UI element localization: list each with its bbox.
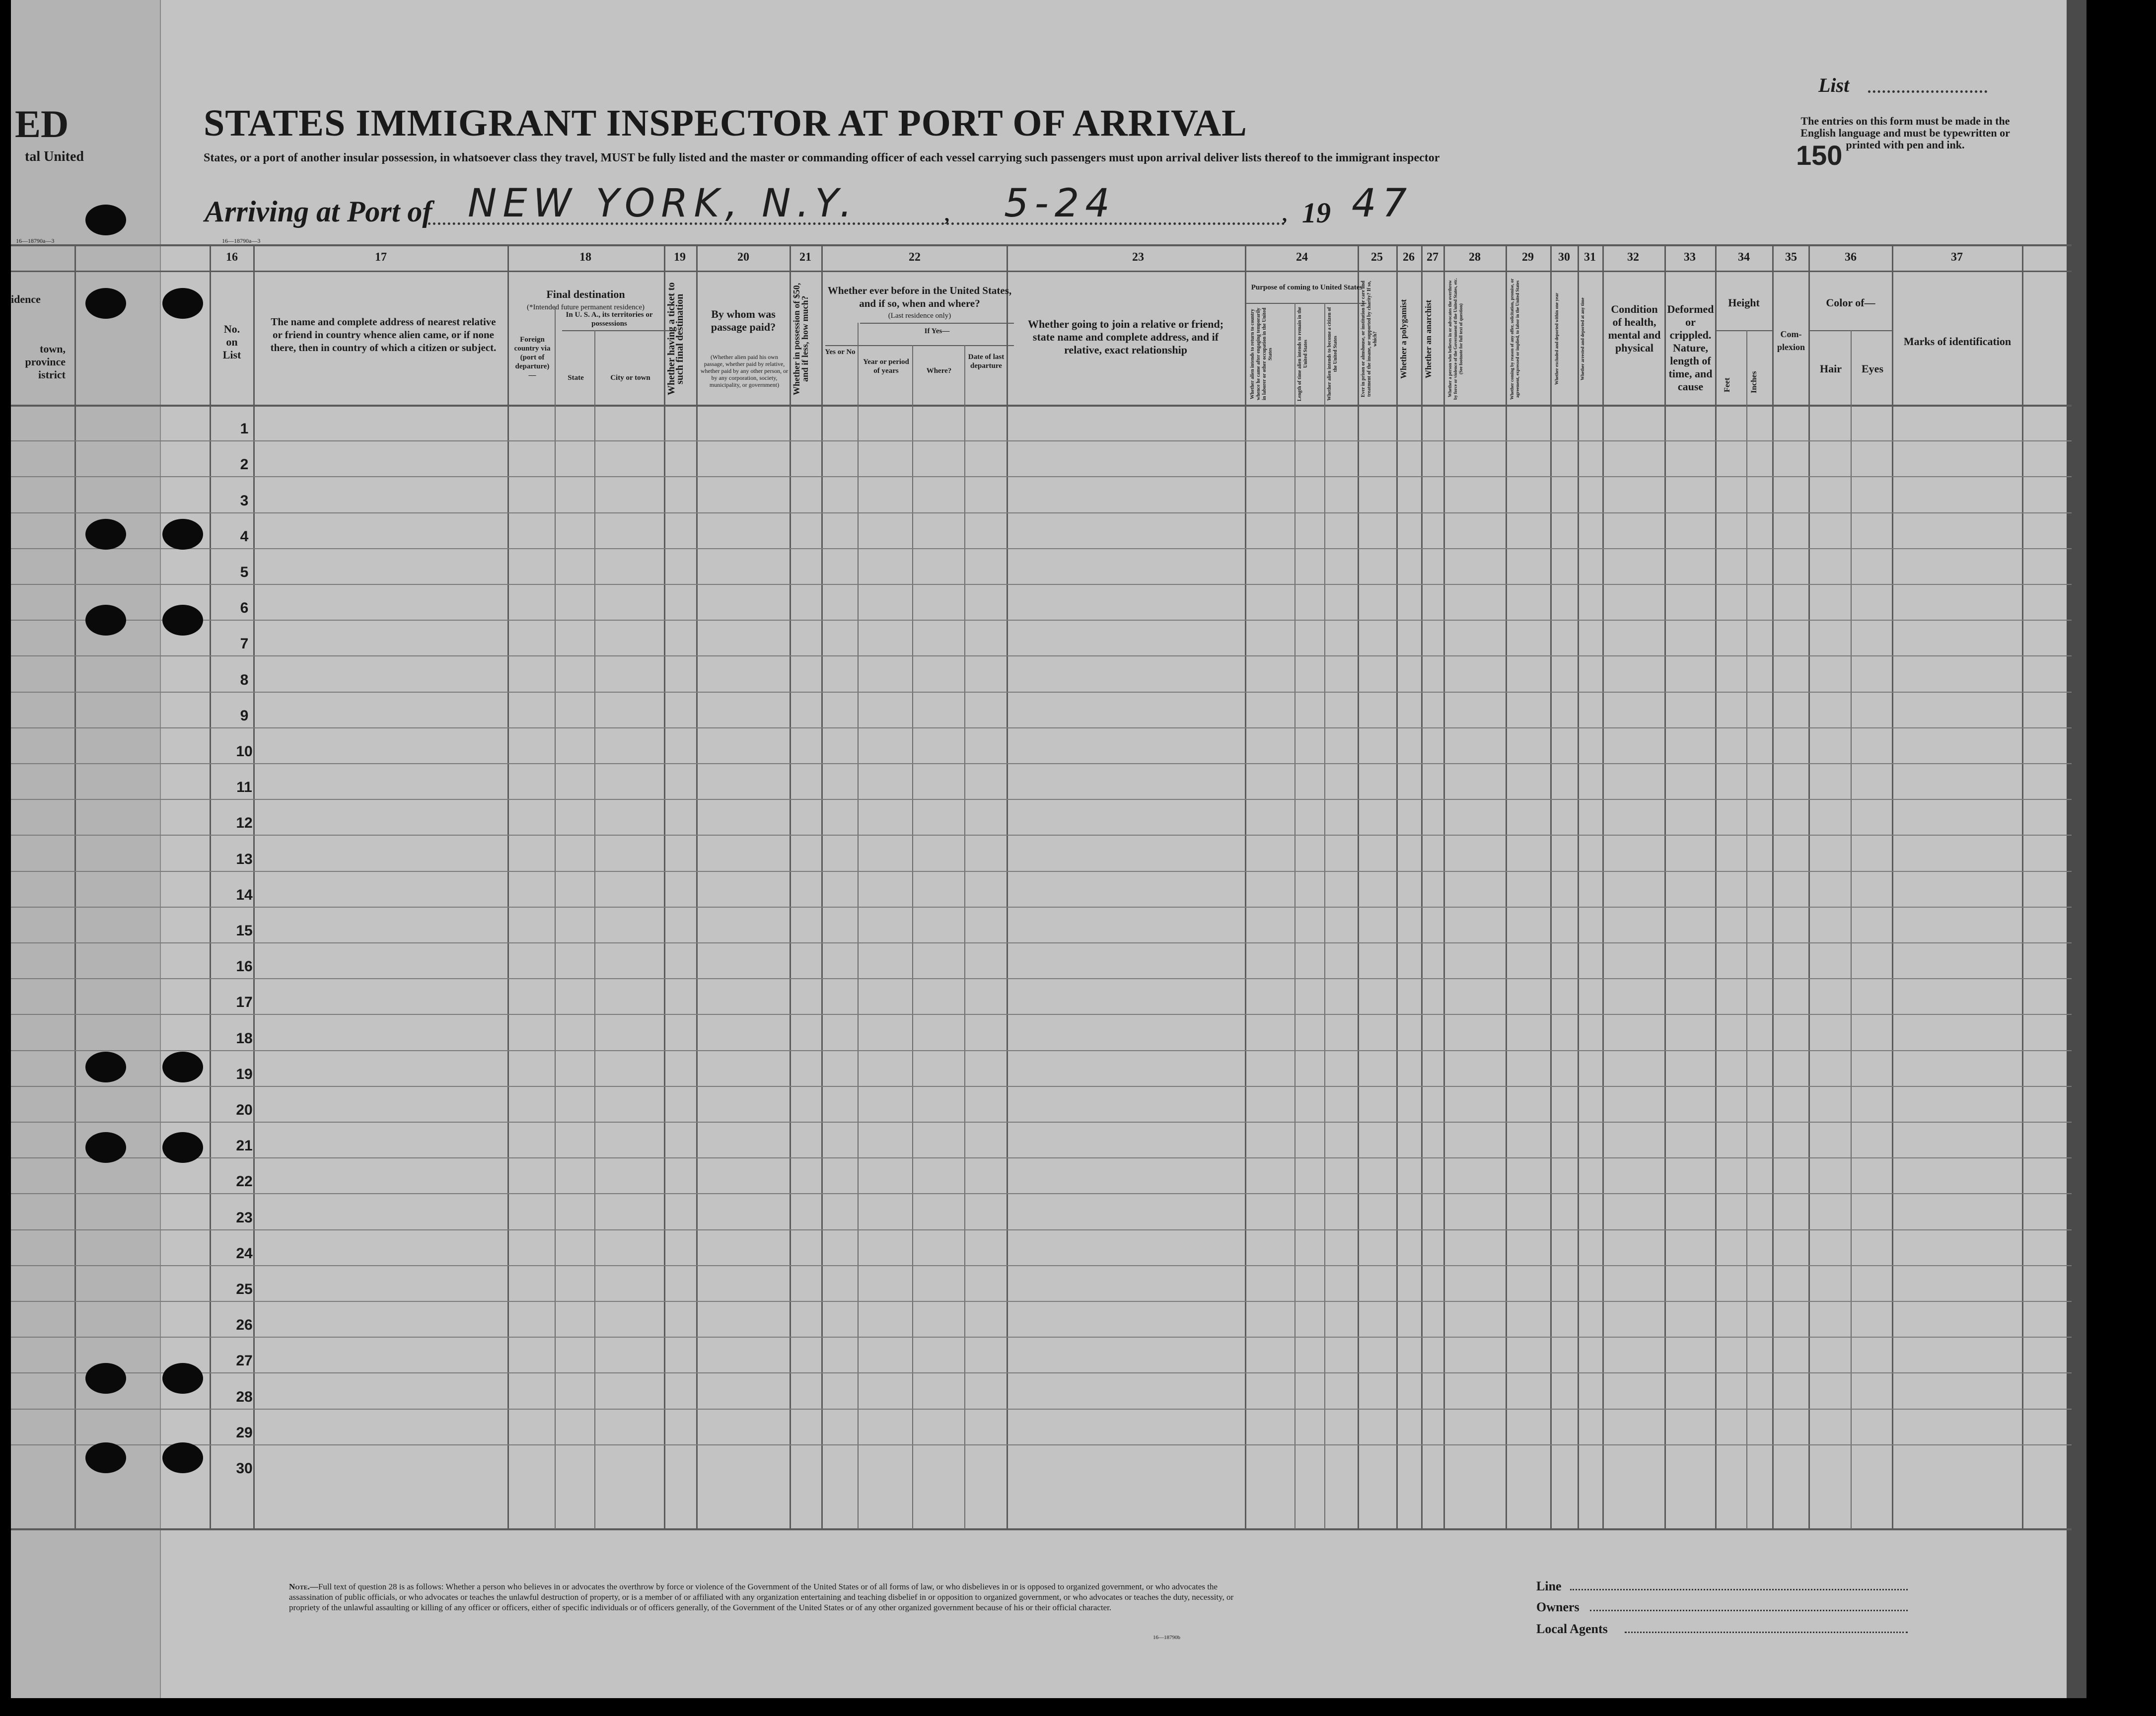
col-num-21: 21 — [799, 251, 811, 264]
owners-label: Owners — [1536, 1600, 1580, 1614]
punch-hole — [85, 1442, 126, 1473]
c18-foreign-header: Foreign country via (port of departure)— — [514, 336, 551, 379]
row-line — [11, 1157, 2072, 1158]
c34-header: Height — [1728, 296, 1760, 309]
row-number: 14 — [236, 886, 253, 903]
row-number: 17 — [236, 994, 253, 1011]
c24-sub-divider — [1245, 303, 1366, 304]
col-num-37: 37 — [1951, 251, 1963, 264]
col-subline — [858, 323, 859, 1529]
c34-sub-divider — [1715, 330, 1772, 331]
c18-city-header: City or town — [610, 374, 650, 382]
footer-note — [289, 1581, 1237, 1613]
residence-header: idence — [11, 293, 41, 305]
col-subline — [555, 308, 556, 1529]
punch-hole — [162, 519, 203, 550]
punch-hole — [162, 1052, 203, 1082]
c35-header: Com-plexion — [1777, 329, 1805, 352]
manifest-sheet — [11, 0, 2086, 1698]
row-line — [11, 871, 2072, 872]
arriving-label: Arriving at Port of — [205, 195, 432, 228]
date-handwritten: 5-24 — [1004, 181, 1116, 226]
row-number: 5 — [240, 564, 249, 580]
c22-ifyes-divider — [860, 323, 1014, 324]
c22-where-header: Where? — [926, 367, 952, 375]
right-edge-shadow — [2067, 0, 2086, 1698]
row-line — [11, 1337, 2072, 1338]
c22-sub-divider — [825, 345, 1014, 346]
footer-note-code: 16—18790b — [1153, 1635, 1180, 1641]
c18-subheader: (*Intended future permanent residence) — [527, 303, 645, 311]
c18-state-header: State — [568, 374, 584, 382]
c37-header: Marks of identification — [1903, 335, 2012, 348]
col-num-26: 26 — [1403, 251, 1415, 264]
year-handwritten: 47 — [1352, 181, 1413, 226]
row-line — [11, 620, 2072, 621]
punch-hole — [85, 1132, 126, 1163]
col-num-34: 34 — [1738, 251, 1750, 264]
row-line — [11, 763, 2072, 764]
row-line — [11, 476, 2072, 477]
row-line — [11, 1193, 2072, 1194]
c36-hair-header: Hair — [1820, 362, 1842, 375]
col-subline — [1324, 303, 1325, 1529]
agents-label: Local Agents — [1536, 1622, 1608, 1636]
col-num-36: 36 — [1845, 251, 1857, 264]
list-dotted-line — [1868, 90, 1987, 93]
c26-header: Whether a polygamist — [1399, 299, 1408, 379]
year-prefix: 19 — [1302, 197, 1331, 229]
row-line — [11, 1265, 2072, 1266]
town-province-header: town, province istrict — [25, 343, 66, 381]
row-number: 13 — [236, 851, 253, 867]
row-line — [11, 584, 2072, 585]
punch-hole — [162, 288, 203, 319]
row-number: 20 — [236, 1102, 253, 1118]
punch-hole — [85, 519, 126, 550]
c18-header: Final destination — [546, 288, 625, 300]
row-line — [11, 655, 2072, 656]
c20-header: By whom was passage paid? — [711, 308, 776, 333]
c25-header: Ever in prison or almshouse, or institution for care and treatment of the insane, or supported by charity? If so, which? — [1361, 281, 1378, 397]
col-num-28: 28 — [1469, 251, 1481, 264]
punch-hole — [162, 1442, 203, 1473]
c24c-header: Whether alien intends to become a citizen of the United States — [1327, 307, 1338, 401]
col-num-31: 31 — [1584, 251, 1596, 264]
c19-header: Whether having a ticket to such final destination — [666, 282, 685, 396]
col-num-18: 18 — [579, 251, 591, 264]
row-number: 6 — [240, 600, 249, 617]
left-fragment-line: tal United — [25, 149, 84, 164]
agents-dotted — [1625, 1632, 1908, 1633]
col-subline — [1851, 330, 1852, 1529]
col-num-32: 32 — [1627, 251, 1639, 264]
punch-hole — [85, 205, 126, 235]
punch-hole — [162, 1132, 203, 1163]
c24b-header: Length of time alien intends to remain in the United States — [1297, 307, 1308, 401]
row-number: 24 — [236, 1245, 253, 1262]
row-number: 27 — [236, 1353, 253, 1369]
row-number: 7 — [240, 636, 249, 652]
left-page-strip — [11, 0, 161, 1698]
row-line — [11, 835, 2072, 836]
form-code-left: 16—18790a—3 — [16, 237, 55, 244]
row-line — [11, 440, 2072, 441]
line-dotted — [1570, 1589, 1908, 1590]
col-subline — [964, 345, 965, 1529]
row-line — [11, 799, 2072, 800]
header-bottom-border — [11, 405, 2072, 407]
row-number: 9 — [240, 707, 249, 724]
punch-hole — [85, 605, 126, 636]
row-line — [11, 548, 2072, 549]
row-number: 21 — [236, 1138, 253, 1154]
c36-eyes-header: Eyes — [1862, 362, 1883, 375]
col-num-29: 29 — [1522, 251, 1534, 264]
c32-header: Condition of health, mental and physical — [1608, 303, 1661, 354]
c21-header: Whether in possession of $50, and if less, how much? — [791, 283, 810, 395]
row-line — [11, 1050, 2072, 1051]
c16-header: No. on List — [222, 323, 241, 361]
c24a-header: Whether alien intends to return to country whence he came after engaging temporarily in laborer or other occupation in the United States — [1250, 307, 1273, 401]
column-number-divider — [11, 271, 2072, 272]
row-line — [11, 692, 2072, 693]
row-number: 28 — [236, 1388, 253, 1405]
row-number: 12 — [236, 815, 253, 832]
row-line — [11, 1122, 2072, 1123]
c36-header: Color of— — [1826, 296, 1875, 309]
table-bottom-border — [11, 1528, 2072, 1530]
col-num-27: 27 — [1427, 251, 1438, 264]
c28-header: Whether a person who believes in or advocates the overthrow by force or violence of the Government of the United States, etc. (See footnote for full text of question) — [1447, 278, 1463, 400]
row-number: 3 — [240, 492, 249, 509]
col-num-35: 35 — [1785, 251, 1797, 264]
row-number: 19 — [236, 1066, 253, 1082]
row-number: 25 — [236, 1281, 253, 1297]
form-subtitle: States, or a port of another insular possession, in whatsoever class they travel, MUST be fully listed and the master or commanding officer of each vessel carrying such passengers must upon arrival deliver lists thereof to the immigrant inspector — [204, 151, 1440, 164]
punch-hole — [85, 1363, 126, 1394]
row-number: 16 — [236, 958, 253, 975]
c33-header: Deformed or crippled. Nature, length of time, and cause — [1667, 303, 1714, 393]
c18-sub-divider — [562, 330, 676, 331]
col-num-16: 16 — [226, 251, 238, 264]
c27-header: Whether an anarchist — [1424, 299, 1433, 378]
c29-header: Whether coming by reason of any offer, solicitation, promise, or agreement, expressed or implied, to labor in the United States — [1509, 278, 1520, 400]
col-num-23: 23 — [1132, 251, 1144, 264]
row-number: 22 — [236, 1173, 253, 1190]
row-number: 26 — [236, 1317, 253, 1334]
c24-header: Purpose of coming to United States — [1251, 284, 1363, 291]
c22-header: Whether ever before in the United States, and if so, when and where? — [827, 285, 1012, 309]
form-title: STATES IMMIGRANT INSPECTOR AT PORT OF ARRIVAL — [204, 102, 1247, 144]
row-line — [11, 978, 2072, 979]
row-number: 29 — [236, 1424, 253, 1441]
punch-hole — [162, 605, 203, 636]
table-top-border — [11, 244, 2072, 246]
col-num-20: 20 — [737, 251, 749, 264]
col-subline — [594, 330, 595, 1529]
row-number: 30 — [236, 1460, 253, 1477]
punch-hole — [85, 1052, 126, 1082]
form-instructions: The entries on this form must be made in the English language and must be typewritten or printed with pen and ink. — [1800, 115, 2010, 151]
row-line — [11, 512, 2072, 513]
c34-inches-header: Inches — [1750, 371, 1758, 394]
footer-note-label: Note.— — [289, 1582, 318, 1591]
col-num-33: 33 — [1684, 251, 1696, 264]
col-subline — [912, 345, 913, 1529]
owners-dotted — [1590, 1610, 1908, 1611]
list-label: List — [1818, 74, 1850, 96]
c20-note: (Whether alien paid his own passage, whether paid by relative, whether paid by any other person, or by any corporation, society, municipality, or government) — [700, 354, 789, 388]
row-number: 15 — [236, 923, 253, 939]
port-handwritten: NEW YORK, N.Y. — [468, 181, 858, 226]
col-subline — [1746, 330, 1747, 1529]
c22-subheader: (Last residence only) — [888, 312, 951, 320]
row-line — [11, 1086, 2072, 1087]
row-number: 1 — [240, 421, 249, 437]
list-number: 150 — [1796, 140, 1843, 171]
title-fragment-left: ED — [15, 102, 69, 145]
port-comma: , — [944, 203, 949, 225]
c22-yesno-header: Yes or No — [825, 348, 856, 356]
row-line — [11, 907, 2072, 908]
c31-header: Whether arrested and deported at any time — [1580, 297, 1585, 380]
footer-note-text: Full text of question 28 is as follows: Whether a person who believes in or advocates the overthrow by force or violence of the Government of the United States or of all forms of law, or who disbelieves in or is opposed to organized government, or who advocates the assassination of public officials, or who advocates or teaches the unlawful destruction of property, or is a member of or affiliated with any organization entertaining and teaching disbelief in or opposition to organized government, or who advocates or teaches the duty, necessity, or propriety of the unlawful assaulting or killing of any officer or officers, either of specific individuals or of officers generally, of the Government of the United States or of any other organized government because of his or their official character. — [289, 1582, 1234, 1612]
punch-hole — [85, 288, 126, 319]
col-num-25: 25 — [1371, 251, 1383, 264]
row-number: 23 — [236, 1209, 253, 1226]
row-number: 11 — [236, 779, 252, 796]
row-number: 2 — [240, 456, 249, 473]
c22-datelast-header: Date of last departure — [968, 353, 1005, 370]
c30-header: Whether excluded and deported within one year — [1554, 292, 1559, 385]
row-line — [11, 727, 2072, 728]
c22-year-header: Year or period of years — [863, 358, 909, 375]
col-num-30: 30 — [1558, 251, 1570, 264]
form-code-mid: 16—18790a—3 — [222, 237, 261, 244]
row-line — [11, 942, 2072, 943]
date-comma: , — [1282, 203, 1287, 225]
row-line — [11, 1229, 2072, 1230]
row-line — [11, 1301, 2072, 1302]
row-line — [11, 1372, 2072, 1373]
row-number: 10 — [236, 743, 253, 760]
col-num-24: 24 — [1296, 251, 1308, 264]
row-number: 4 — [240, 528, 249, 545]
punch-hole — [162, 1363, 203, 1394]
row-line — [11, 1409, 2072, 1410]
c18-usa-header: In U. S. A., its territories or possessions — [566, 311, 653, 328]
col-num-17: 17 — [375, 251, 387, 264]
row-line — [11, 1444, 2072, 1445]
row-number: 18 — [236, 1030, 253, 1047]
line-label: Line — [1536, 1579, 1562, 1593]
row-line — [11, 1014, 2072, 1015]
c36-sub-divider — [1808, 330, 1892, 331]
col-subline — [1294, 303, 1295, 1529]
col-num-22: 22 — [909, 251, 921, 264]
row-number: 8 — [240, 671, 249, 688]
c23-header: Whether going to join a relative or friend; state name and complete address, and if relative, exact relationship — [1027, 318, 1224, 356]
col-num-19: 19 — [674, 251, 686, 264]
c34-feet-header: Feet — [1723, 377, 1731, 392]
c17-header: The name and complete address of nearest relative or friend in country whence alien came, or if none there, then in country of which a citizen or subject. — [270, 316, 497, 354]
c22-ifyes-header: If Yes— — [924, 327, 950, 335]
